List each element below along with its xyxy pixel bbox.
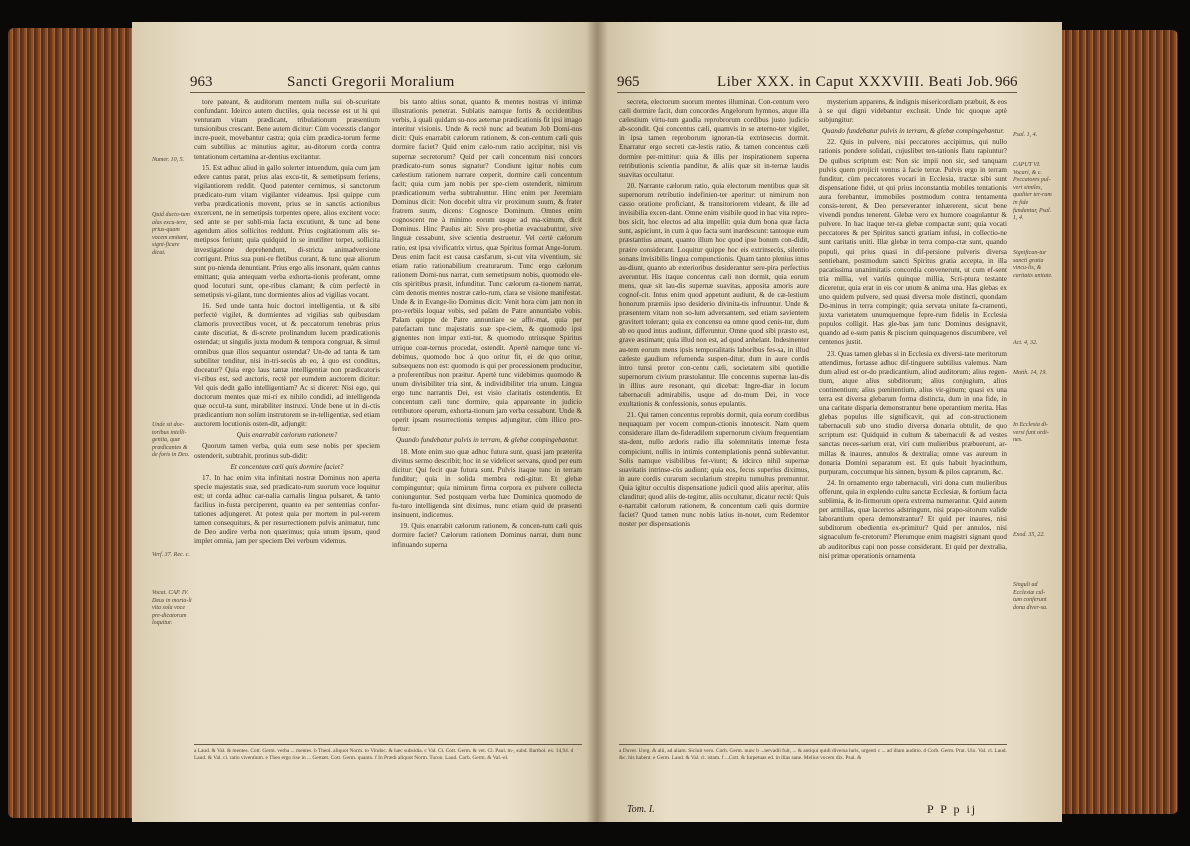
header-rule (617, 92, 1017, 93)
book-gutter (586, 22, 608, 822)
right-page (597, 22, 1062, 822)
footnote-rule (194, 744, 582, 745)
lemma: Quando fundebatur pulvis in terram, & glebæ compingebantur. (821, 127, 1005, 136)
paragraph: Quorum tamen verba, quia eum sese nobis per speciem ostenderit, subtrahit, protinus sub-didit: (194, 442, 380, 460)
right-page-header: Liber XXX. in Caput XXXVIII. Beati Job. (717, 74, 994, 90)
margin-note: In Ecclesia di-versi funt ordi-nes. (1013, 422, 1049, 444)
right-page-edges (1060, 30, 1178, 814)
left-footnotes: a Laud. & Val. & mentes. Cott. Germ. verba ... mentes. b Theol. aliquot Norm. to Vindoc. & hæc subsidia. c Val. Cl. Cott. Germ. & vet. Cl. Paul. m-, subd. Barthol. ex. 14,94. d Laud. & Val. cl. ratio viventium. e Theo ergo rise in ... Gemæt. Cott. Germ. quanto. f In Prædi aliquot Norm. Turon. Laud. Corb. Germ. & Val.-el. (194, 748, 574, 761)
right-column-1 (619, 98, 809, 738)
paragraph: mysterium apparens, & indignis misericordiam præbuit, & eos à se qui digni videbantur exclusit. Unde hic quoque aptè subjungitur: (819, 98, 1007, 125)
right-page-number-right: 966 (995, 74, 1018, 90)
paragraph: 22. Quis in pulvere, nisi peccatores accipimus, qui nullo rationis pondere solidati, cujuslibet ten-tationis flatu rapiuntur? De quibus scriptum est: Non sic impii non sic, sed tanquam pulvis quem projicit ventus à facie terræ. Pulvis ergo in terram funditur, cùm peccatores vocari in Ecclesia, tractæ sibi sunt dispensatione fidei, ut qui prius inconstantia mobiles tentationis aura ferebantur, immobiles postmodum contra tentamenta consis-terent, & Deo perseveranter inhærerent, sicut bene vivendi pondus tenerent. Glebæ vero ex humore coagulantur & pulvere. In hac itaque ter-ra glebæ compactæ sunt; quia vocati peccatores & per Spiritus sancti gratiam infusi, in collectio-ne sunt caritatis uniti. Illæ glebæ in terra compa-ctæ sunt, quando populi, qui prius quasi in dif-persione pulveris diversa sentiebant, postmodum sancti Spiritus gratia accepta, in illa pacatissima unanimitatis concordia convenerunt, ut cum ef-sent tria millia, vel variùs quinque millia, Scri-ptura testante diceretur, quia erat in eis cor unum & anima una. Has glebas ex uno quidem pulvere, sed quasi diversa mole distincti, quondam Do-minus in terra compingit; quia servata unitate fa-cramenti, juxta varietatem unumquemque fepre-rum fidelis in Ecclesia populos colligit. Has gle-bas jam tunc Dominus designavit, quando ad e-sum panis & piscium quinquagenos discumbere, vel centenos justit. (819, 138, 1007, 347)
margin-note: Quid ducto-tum alas excu-tere, prius-quam vocem emitant, signi-ficare dicat. (152, 212, 190, 256)
paragraph: secreta, electorum suorum mentes illuminat. Con-centum vero cæli dormire facit, dum concordes Angelorum hymnos, atque illa cælestium virtu-tum gaudia reprobrorum cordibus justo judicio ab-scondit. Qui concentus cæli, quamvis in se æterno-ter vigilet, in ipsa tamen reproborum ignoran-tia extrinsecus dormit. Enarratur ergo secreti cæ-lestis ratio, & tamen concentus cæli dormire per-mittitur: quia & illis per inspirationem superna retributionis scientia panditur, & aliis quæ sit in-ternæ laudis suavitas occultatur. (619, 98, 809, 179)
paragraph: 19. Quis enarrabit cælorum rationem, & concen-tum cæli quis dormire faciet? Cælorum rationem Dominus narrat, dum nunc infinuando superna (392, 522, 582, 549)
margin-note: Significan-tur sancti gratia vincu-lis, & caritatis unitate. (1013, 250, 1053, 279)
paragraph: 15. Est adhuc aliud in gallo solerter intuendum, quia cum jam edere cantus parat, prius alas excu-tit, & semetipsum feriens, vigilantiorem reddit. Quod patenter cernimus, si sanctorum prædicato-rum vitam vigilanter videamus. Ipsi quippe cum verba prædicationis movent, prius se in sanctis actionibus excercent, ne in semetipsis torpentes opere, alios excitent voce: sed ante se per subli-mia facta excutiunt, & tunc ad bene agendum alios sollicitos reddunt. Prius cogitationum alis se-metipsos feriunt; quia quidquid in se inutiliter torpet, sollicita investigatione deprehendunt, di-stricta animadversione corrigunt. Prius sua puni-re fletibus curant, & tunc quæ aliorum sunt pu-nienda denuntiant. Prius ergo alis insonant, quàm cantus emittant; quia antequam verba exhorta-tionis proferant, omne quod locuturi sunt, ope-ribus clamant; & cùm perfectè in semetipsis vi-gilant, tunc dormientes alios ad vigilias vocant. (194, 163, 380, 299)
volume-signature: Tom. I. (627, 804, 655, 815)
left-page-header: Sancti Gregorii Moralium (287, 74, 455, 90)
margin-note: Act. 4, 32. (1013, 340, 1038, 346)
margin-note: Psal. 1, 4. (1013, 132, 1038, 138)
margin-note: Vocat. CAP. IV. Deus in morta-li vita sola voce pre-dicatorum loquitur. (152, 590, 192, 627)
margin-note: Singuli ad Ecclesiæ cul-tum conferunt dona diver-sa. (1013, 582, 1048, 611)
left-column-1 (194, 98, 380, 738)
right-column-2 (819, 98, 1007, 738)
margin-note: Unde sit doc-toribus intelli-gentia, quæ prædicantes & de foris in Deo. (152, 422, 190, 459)
footnote-rule (619, 744, 1007, 745)
margin-note: Verf. 37. Rec. c. (152, 552, 190, 558)
lemma: Quis enarrabit cælorum rationem? (236, 431, 338, 440)
left-page-number: 963 (190, 74, 213, 90)
paragraph: 18. Mote enim suo quæ adhuc futura sunt, quasi jam præterita divinus sermo describit; hoc in se videlicet servans, quod per eum dicitur: Qui fecit quæ futura sunt. Pulvis itaque tunc in terram funditur; quia in solida membra redi-gitur. Et glebæ compinguntur; quia nimirum firma corpora ex pulvere collecta coniunguntur. Sed postquam verba hæc Dominica quomodo de fu-turo intelligenda sint diximus, nunc etiam quid de præsenti insinuent, indicemus. (392, 447, 582, 520)
paragraph: 16. Sed unde tanta huic doctori intelligentia, ut & sibi perfectè vigilet, & dormientes ad vigilias sub quibusdam clamoris provectibus vocet, ut & peccatorum tenebras prius caute discutiat, & di-screte prolinandum lucem prædicationis ostendat; ut singulis juxta modum & tempora congruat, & simul omnibus quæ illos sequantur ostendat? Un-de ad tanta & tam subtiliter tenditur, nisi in-tri-secùs ab eo, à quo est conditus, doceatur? Quia ergo laus tantæ intelligentiæ non prædicatoris vi-ribus est, sed auctoris, rectè per eumdem auctorem dicitur: Vel quis dedit gallo intelligentiam? Ac si diceret: Nisi ego, qui doctorum mentes quæ mi-ri ex nihilo condidi, ad intelligenda quæ occul-ta sunt, mirabiliter instruxi. Unde bene ut in di-ctis prædicantium non solùm instrutorem se in-telligentiæ, sed etiam auctorem locutionis osten-dit, adjungit: (194, 302, 380, 429)
paragraph: bis tanto altius sonat, quanto & mentes nostras vi intimæ illustrationis penetrat. Sublatis namque fortis & occidentibus verbis, à quali quidam su-nos aeternæ prædicationis fit ipsi imago interitur visionis. Unde & rectè nunc ad beatum Job Domi-nus dicit: Quis enarrabit cælorum rationem, & con-centum cæli quis dormire faciet? Quid enim cælo-rum ratio accipitur, nisi vis supernæ secretorum? Quid per cæli concentum nisi concors prædicato-rum sonus signatur? Condiunt igitur nobis cum cælestium rationem narrare cœperit, dormire cæli concentum facit; quia cum jam nobis per spe-ciem ostenderit, nimirum prædicationum verba subtrahuntur. Hinc enim per Jeremiam Dominus dicit: Non docebit ultra vir proximum suum, & frater fratrem suum, dicens: Cognosce Dominum. Omnes enim cognoscent me à minimo eorum usque ad ma-ximum, dicit Dominus. Hinc Paulus ait: Sive pro-phetiæ evacuabuntur, sive linguæ cessabunt, sive scientia destruetur. Vel certè cælorum ratio, est ipsa vivificatrix virtus, quæ Spiritus format Ange-lorum. Deus enim facit est causa cæsfarum, si-cut vita viventium, sic etiam ratio rationabilium creaturarum. Tunc ergo cælorum rationem Domi-nus narrat, cum semetipsum nobis, quomodo ele-ctis spiritibus præsit, infunditur. Tunc cælorum ra-tionem narrat, cùm denotis mentes nostræ cælo-rum, clara se visione manifestat. Unde & in Evange-lio Dominus dicit: Venit hora cùm jam non in pro-verbiis loquar vobis, sed palàm de Patre annuntiabo vobis. Palam quippe de Patre annuntiare se affir-mat, quia per patefactam tunc majestatis suæ spe-ciem, & quomodo ipsi gignentes non impar exti-tur, & quomodo utriusque Spiritus utrique coæ-ternus procedat, ostendit. Apertè namque tunc vi-debimus, quomodo hoc à quo oritur fit, ei de quo oritur, subsequens non est: quomodo is qui per processionem producitur, a proferentibus non præitur. Apertè tunc videbimus quomodo & unum divisibiliter tria sint, & individibiliter tria unum. Lingua ergo tunc narrantis Dei, est visio claritatis ostendentis. Et concentum cæli tunc dormire, quia appareante in judicio retributore operum, exhorta-tionum jam verba cessabunt. Unde & operit ipsam resurrectionis tempus adjungitur, cùm illico pro-fertur: (392, 98, 582, 434)
lemma: Et concentum cæli quis dormire faciet? (230, 462, 344, 471)
left-page (132, 22, 597, 822)
header-rule (190, 92, 585, 93)
gathering-signature: P P p ij (927, 802, 978, 816)
margin-note: Numer. 10, 5. (152, 157, 185, 163)
margin-note: CAPUT VI. Vocari, & c. Peccatores pul-veri similes, qualiter ter-ram in fide fundantur, Psal. 1, 4. (1013, 162, 1052, 222)
lemma: Quando fundebatur pulvis in terram, & glebæ compingebantur. (395, 436, 579, 445)
paragraph: 20. Narrante cælorum ratio, quia electorum mentibus quæ sit supernorum retributio indefinien-ter aperitur: ut nimirum non casso oratione proficiant, & transitoriorem videant, & ille ad invisibilia excen-dant. Omne enim visibile quod in hac vita repro-bos sicit, hoc electos ad alta impellit: quia dum bona quæ facta sunt, aspiciunt, in cum à quo facta sunt inardescunt: tantoque eum præstantius amant, quanto illum hoc quod ipse bonum con-didit, præire considerant. Loquitur quippe hoc eis extrinsecùs, silentio sonans invisibilis lingua compunctionis. Quam tanto plenius intus au-diunt, quanto ab exterioribus desiderantur sere-pira perfectius averuntur. His itaque concentus cæli non dormit, quia eorum mens, quæ sit lau-dis supernæ suavitas, apposita amoris aure cognof-cit. Intus enim quod appetunt audiunt, & de cæ-lestium honorum præmiis ipso desiderio divinita-tis infruuntur. Unde & præsentem vitam non so-lum adversantem, sed etiam savientem gravitert tolerant; quia ex concensu ea omne quod cenis-tur, dum ab eo quod intus audiunt, differuntur. Omne quod sibi præsto est, grave æstimant; quia illud non est, ad quod anhelant. Indesinenter au-tem eorum mens ipsis temporalitatis laboribus fes-sa, in illud cæleste gaudium refumenda suspen-ditur, dum in aure cordis intro tunsi pretor con-centu cæli, societatem sibi quotidie supernorum civium præstolantur. Ille concentus supernæ lau-dis in illius aure resonant, qui dicebat: Ingre-diar in locum tabernaculi admirabilis, usque ad do-mum Dei, in voce exultationis & confessionis, sonus epulantis. (619, 181, 809, 409)
left-page-edges (8, 28, 133, 818)
right-footnotes: a Duvet. Ureg. & alii, ad aliam. Sicluit vero. Corb. Germ. nunc b ...tervadii fuit, ... & antiqui quidi diversa luris, urgenti c ... ad illam auditio. d Corb. Germ. Prat. Ulo. Val. cl. Laud. &c. his habent. e Germ. Laud. & Val. cl. istam. f ...Cott. & Iurpetuas ed. in illas sane. Melius vocem dix. Psal. & (619, 748, 1007, 761)
paragraph: 24. In ornamento ergo tabernaculi, viri dona cum mulieribus offerunt, quia in explendo cultu sanctæ Ecclesiæ, & fortium facta sublimia, & in-firmorum opera extrema numerantur. Quid autem per armillas, quæ lacertos adstringunt, nisi prapo-sitorum valide laborantium opera demonstrantur? Et quid per inaures, nisi subditorum obedientia ex-primitur? Quid per annulos, nisi signaculum fe-cretorum? Plerumque enim magistri signant quod ab auditoribus capi non posse considerant. Et quid per dextralia, nisi primæ operationis ornamenta (819, 478, 1007, 560)
left-column-2 (392, 98, 582, 738)
paragraph: 21. Qui tamen concentus reprobis dormit, quia eorum cordibus nequaquam per vocem compun-ctionis innotescit. Nam quem considerare illam de-fideradilem supernorum civium frequentiam sta-dent, nullo ardoris radio illa solemnitatis internæ festa compiciunt, nullis in intimis contemplationis pennâ sublevantur. Solis namque visibilibus fer-viunt; & idcirco nihil supernæ suavitatis intrinse-cùs audiunt; quia eos, fecus superius diximus, in aure cordis curarum secularium strepitu tumultus premuntur. Quia igitur occultis dispensatione judicii quod aliis aperitur, aliis clauditur; quod aliis de-tegitur, aliis occultatur, dicatur rectè: Quis e-narrabit cælorum rationem, & concentum cæli quis dormire faciet? Quod tamen nunc nobis latius in-notet, cum Redemtor noster per dispensationis (619, 411, 809, 529)
margin-note: Matth. 14, 19. (1013, 370, 1047, 376)
paragraph: 23. Quas tamen glebas si in Ecclesia ex diversi-tate meritorum attendimus, fortasse adhuc dif-tinguere subtilius valemus. Nam dum aliud est or-do prædicantium, aliud auditorum; alius regen-tium, atque alius subditorum; alius conjugium, alius continentium; alius pœnitentium, alius vir-ginum; quasi ex una terra est diversa glebarum forma distincta, dum in una fide, in una caritate disparia demonstrantur bene operantium merita. Has glebas populus ille significavit, qui ad con-structionem tabernaculi sub uno studio diversa donaria obtulit, de quo scriptum est: Quidquid in cultum & tabernaculi & ad vestes sanctas neces-sarium erat, viri cum mulieribus præbuerunt, ar-millas & inaures, annulos & dextralia; omne vas aureum in donaria Domini separatum est. Et quis habuit hyacinthum, purpuram, coccumque his sinnen, bysum & pilos caprarum, &c. (819, 349, 1007, 476)
margin-note: Exod. 35, 22. (1013, 532, 1045, 538)
paragraph: tore pateant, & auditorum mentem nulla sui ob-scuritate confundant. Ideirco autem ductiles, quia necesse est ut hi qui venturam vitam prædicant, tribulationum præsentium tunsionibus crescant. Bene autem dicitur: Cùm vocesstis clangor incre-pueit, movebantur castra; quia cùm prædica-torum ferme cum subtilius ac minutius agitur, au-ditorum corda contra tentationum certamina ar-dentius excitantur. (194, 98, 380, 161)
paragraph: 17. In hac enim vita infinitati nostræ Dominus non aperta specie majestatis suæ, sed prædicato-rum suorum voce loquitur est; ut corda adhuc car-nalia carnalis lingua pulsaret, & tanto facilius in-fusta perciperent, quanto ea per sententias confor-tationes adjungeret. At potest quia per mortem in pul-verem tamen consequiturs, & per resurrectionem pulvis animatur, tunc de Deo audire verba non quærimus; quia unum ipsum, quod implet omnia, jam per speciem Dei verbum videmus. (194, 473, 380, 546)
right-page-number: 965 (617, 74, 640, 90)
